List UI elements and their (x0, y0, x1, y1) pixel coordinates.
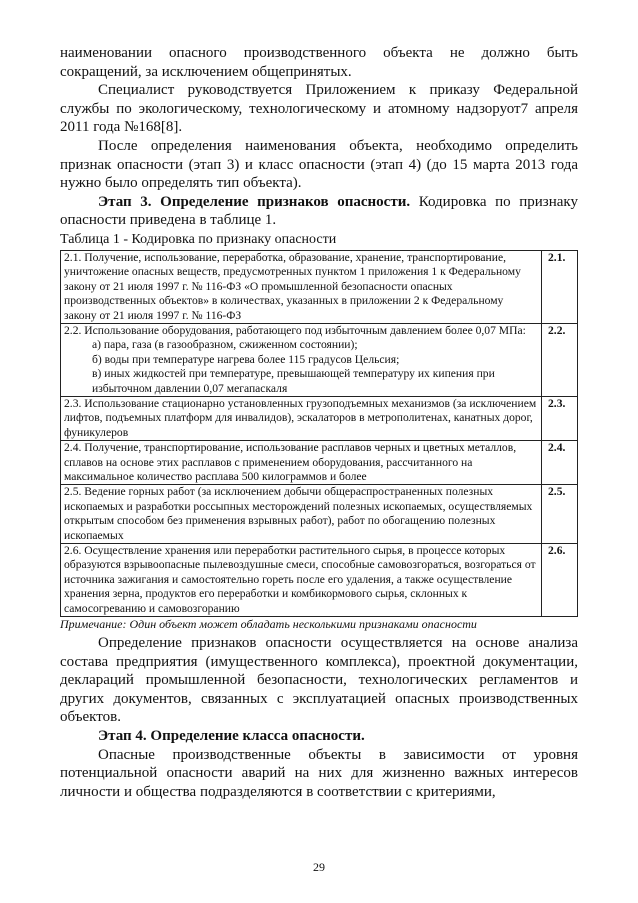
table-row (61, 397, 578, 441)
table-cell-code: 2.3. (542, 397, 578, 441)
row-sub-item: б) воды при температуре нагрева более 115 градусов Цельсия; (92, 352, 400, 366)
table-cell-code: 2.4. (542, 441, 578, 485)
table-row (61, 544, 578, 617)
stage4-heading: Этап 4. Определение класса опасности. (98, 728, 365, 745)
table-cell-code: 2.6. (542, 544, 578, 617)
table-cell-description: 2.5. Ведение горных работ (за исключением добычи общераспространенных полезных ископаемых и разработки россыпных месторождений полезных ископаемых, осуществляемых открытым способом без применения взрывных работ), работ по обогащению полезных ископаемых (61, 485, 542, 544)
table-cell-description: 2.3. Использование стационарно установленных грузоподъемных механизмов (за исключением лифтов, подъемных платформ для инвалидов), эскалаторов в метрополитенах, канатных дорог, фуникулеров (61, 397, 542, 441)
table-row (61, 323, 578, 396)
table-cell-code: 2.2. (542, 323, 578, 396)
table-cell-code: 2.1. (542, 250, 578, 323)
paragraph-after-naming: После определения наименования объекта, необходимо определить признак опасности (этап 3) и класс опасности (этап 4) (до 15 марта 2013 года нужно было определять тип объекта). (60, 137, 578, 192)
hazard-code-table (60, 250, 578, 617)
stage3-text: Кодировка по признаку опасности приведена в таблице 1. (60, 193, 578, 229)
row-main-text: 2.2. Использование оборудования, работающего под избыточным давлением более 0,07 МПа: (64, 323, 526, 337)
paragraph-analysis: Определение признаков опасности осуществляется на основе анализа состава предприятия (имущественного комплекса), проектной документации, деклараций промышленной безопасности, технологических регламентов и других документов, связанных с эксплуатацией опасных производственных объектов. (60, 635, 578, 726)
table-cell-description: 2.6. Осуществление хранения или переработки растительного сырья, в процессе которых образуются взрывоопасные пылевоздушные смеси, способные самовозгораться, возгораться от источника зажигания и самостоятельно гореть после его удаления, а также осуществление хранения зерна, продуктов его переработки и комбикормового сырья, склонных к самосогреванию и самовозгоранию (61, 544, 542, 617)
table-row (61, 441, 578, 485)
paragraph-continuation: наименовании опасного производственного объекта не должно быть сокращений, за исключением общепринятых. (60, 45, 578, 80)
table-cell-description: 2.1. Получение, использование, переработка, образование, хранение, транспортирование, уничтожение опасных веществ, предусмотренных пунктом 1 приложения 1 к Федеральному закону от 21 июля 1997 г. № 116-ФЗ «О промышленной безопасности опасных производственных объектов» в количествах, указанных в приложении 2 к Федеральному закону от 21 июля 1997 г. № 116-ФЗ (61, 250, 542, 323)
stage3-heading: Этап 3. Определение признаков опасности. (98, 193, 411, 210)
table-note: Примечание: Один объект может обладать несколькими признаками опасности (60, 617, 477, 632)
page-number: 29 (313, 860, 325, 874)
paragraph-hazard-classes: Опасные производственные объекты в зависимости от уровня потенциальной опасности аварий на них для жизненно важных интересов личности и общества подразделяются в соответствии с критериями, (60, 746, 578, 800)
table-cell-code: 2.5. (542, 485, 578, 544)
body-text (60, 44, 578, 801)
paragraph-specialist: Специалист руководствуется Приложением к приказу Федеральной службы по экологическому, технологическому и атомному надзоруот7 апреля 2011 года №168[8]. (60, 82, 578, 136)
row-sub-item: а) пара, газа (в газообразном, сжиженном состоянии); (92, 338, 358, 352)
table-caption: Таблица 1 - Кодировка по признаку опасности (60, 231, 337, 247)
row-sub-item: в) иных жидкостей при температуре, превышающей температуру их кипения при избыточном давлении 0,07 мегапаскаля (92, 367, 495, 395)
table-row (61, 250, 578, 323)
table-cell-description (61, 323, 542, 396)
paragraph-stage3 (60, 193, 578, 230)
table-cell-description: 2.4. Получение, транспортирование, использование расплавов черных и цветных металлов, сплавов на основе этих расплавов с применением оборудования, рассчитанного на максимальное количество расплава 500 килограммов и более (61, 441, 542, 485)
table-row (61, 485, 578, 544)
